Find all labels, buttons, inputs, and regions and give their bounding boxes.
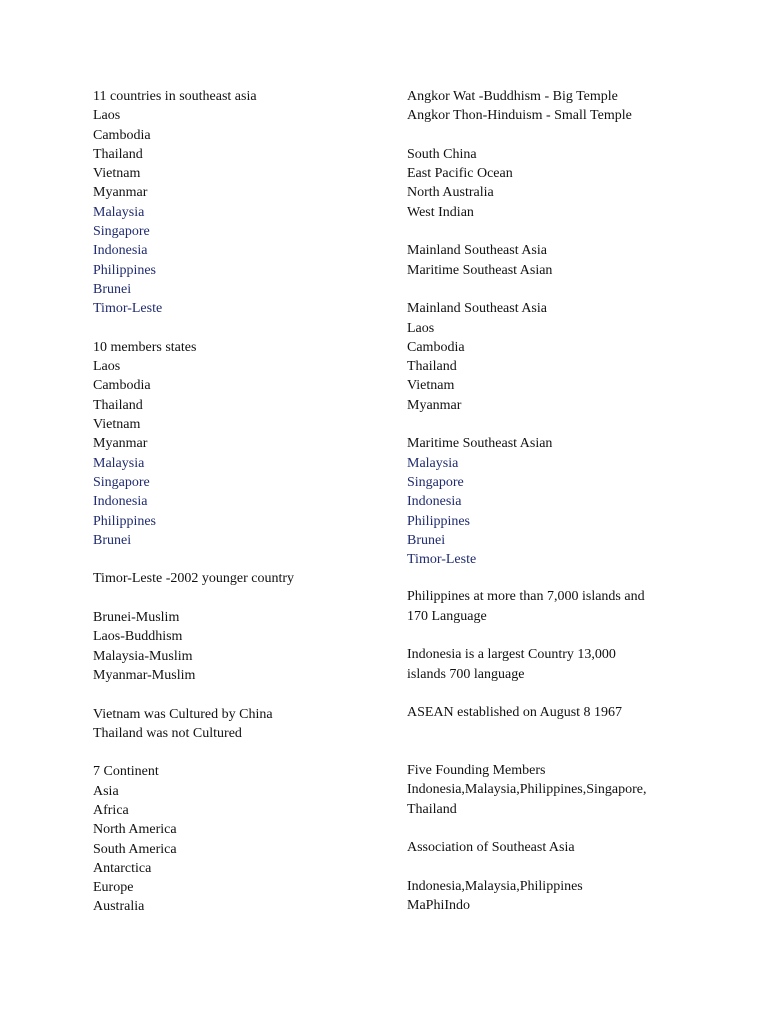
list-item: Indonesia [93, 243, 148, 259]
spacer [93, 319, 383, 338]
list-item: Myanmar [93, 436, 148, 452]
spacer [407, 626, 707, 645]
angkor-notes [407, 87, 707, 126]
list-item: Singapore [407, 474, 464, 490]
list-item: North America [93, 822, 177, 838]
list-item: Vietnam [93, 166, 141, 182]
indonesia-note [407, 645, 707, 684]
list-item: Malaysia [407, 455, 459, 471]
list-item: Asia [93, 783, 119, 799]
list-item: Laos-Buddhism [93, 629, 183, 645]
maphilindo-line: MaPhiIndo [407, 898, 470, 914]
list-item: Thailand [93, 146, 143, 162]
list-item: Philippines [93, 262, 157, 278]
timor-note: Timor-Leste -2002 younger country [93, 571, 295, 587]
mainland-heading: Mainland Southeast Asia [407, 301, 547, 317]
list-item: Timor-Leste [407, 552, 477, 568]
note-line: Philippines at more than 7,000 islands and [407, 589, 645, 605]
list-item: Cambodia [93, 127, 151, 143]
borders-list [407, 145, 707, 222]
spacer [407, 569, 707, 587]
spacer [407, 280, 707, 299]
spacer [407, 684, 707, 703]
asean-note: ASEAN established on August 8 1967 [407, 705, 623, 721]
list-item: Myanmar-Muslim [93, 667, 196, 683]
list-item: Philippines [407, 513, 471, 529]
regions-list [407, 241, 707, 280]
list-item: Laos [93, 108, 121, 124]
list-item: Australia [93, 899, 145, 915]
list-item: Cambodia [407, 339, 465, 355]
spacer [407, 415, 707, 434]
list-item: Myanmar [407, 397, 462, 413]
founding-members-line: Thailand [407, 801, 457, 817]
members-heading: 10 members states [93, 339, 197, 355]
list-item: Brunei [407, 532, 446, 548]
note-line: 170 Language [407, 608, 487, 624]
list-item: Cambodia [93, 378, 151, 394]
spacer [407, 819, 707, 838]
spacer [93, 550, 383, 569]
list-item: Timor-Leste [93, 301, 163, 317]
list-item: Vietnam was Cultured by China [93, 706, 273, 722]
spacer [93, 589, 383, 608]
spacer [407, 742, 707, 761]
list-item: West Indian [407, 204, 474, 220]
list-item: Malaysia [93, 455, 145, 471]
continents-heading: 7 Continent [93, 764, 159, 780]
list-item: Singapore [93, 474, 150, 490]
note-line: Indonesia is a largest Country 13,000 [407, 647, 616, 663]
list-item: Thailand [407, 359, 457, 375]
list-item: Angkor Wat -Buddhism - Big Temple [407, 89, 618, 104]
religion-list [93, 608, 383, 685]
mainland-list [407, 319, 707, 415]
list-item: Angkor Thon-Hinduism - Small Temple [407, 108, 632, 124]
list-item: North Australia [407, 185, 494, 201]
maritime-heading: Maritime Southeast Asian [407, 436, 553, 452]
spacer [407, 126, 707, 145]
list-item: Brunei [93, 281, 132, 297]
list-item: Africa [93, 802, 129, 818]
list-item: Singapore [93, 224, 150, 240]
spacer [407, 723, 707, 742]
association-note: Association of Southeast Asia [407, 840, 575, 856]
list-item: Mainland Southeast Asia [407, 243, 547, 259]
list-item: Malaysia [93, 204, 145, 220]
list-item: Vietnam [407, 378, 455, 394]
list-item: Europe [93, 880, 134, 896]
note-line: islands 700 language [407, 666, 525, 682]
list-item: Maritime Southeast Asian [407, 262, 553, 278]
culture-notes [93, 705, 383, 744]
right-column [407, 87, 707, 915]
list-item: Malaysia-Muslim [93, 648, 193, 664]
members-list [93, 357, 383, 550]
list-item: South America [93, 841, 177, 857]
list-item: Vietnam [93, 417, 141, 433]
list-item: Myanmar [93, 185, 148, 201]
countries-list [93, 106, 383, 318]
left-column [93, 87, 383, 917]
list-item: Indonesia [407, 494, 462, 510]
maphilindo-line: Indonesia,Malaysia,Philippines [407, 878, 583, 894]
list-item: Brunei [93, 532, 132, 548]
list-item: Antarctica [93, 860, 152, 876]
list-item: Laos [93, 359, 121, 375]
spacer [93, 743, 383, 762]
founding-heading: Five Founding Members [407, 763, 546, 779]
countries-heading: 11 countries in southeast asia [93, 89, 257, 104]
list-item: Thailand was not Cultured [93, 725, 242, 741]
maritime-list [407, 454, 707, 570]
founding-members-line: Indonesia,Malaysia,Philippines,Singapore, [407, 782, 647, 798]
philippines-note [407, 587, 707, 626]
continents-list [93, 782, 383, 917]
list-item: Indonesia [93, 494, 148, 510]
list-item: Philippines [93, 513, 157, 529]
spacer [407, 858, 707, 877]
list-item: Thailand [93, 397, 143, 413]
spacer [93, 685, 383, 704]
list-item: Brunei-Muslim [93, 610, 180, 626]
list-item: East Pacific Ocean [407, 166, 513, 182]
spacer [407, 222, 707, 241]
list-item: Laos [407, 320, 435, 336]
list-item: South China [407, 146, 477, 162]
